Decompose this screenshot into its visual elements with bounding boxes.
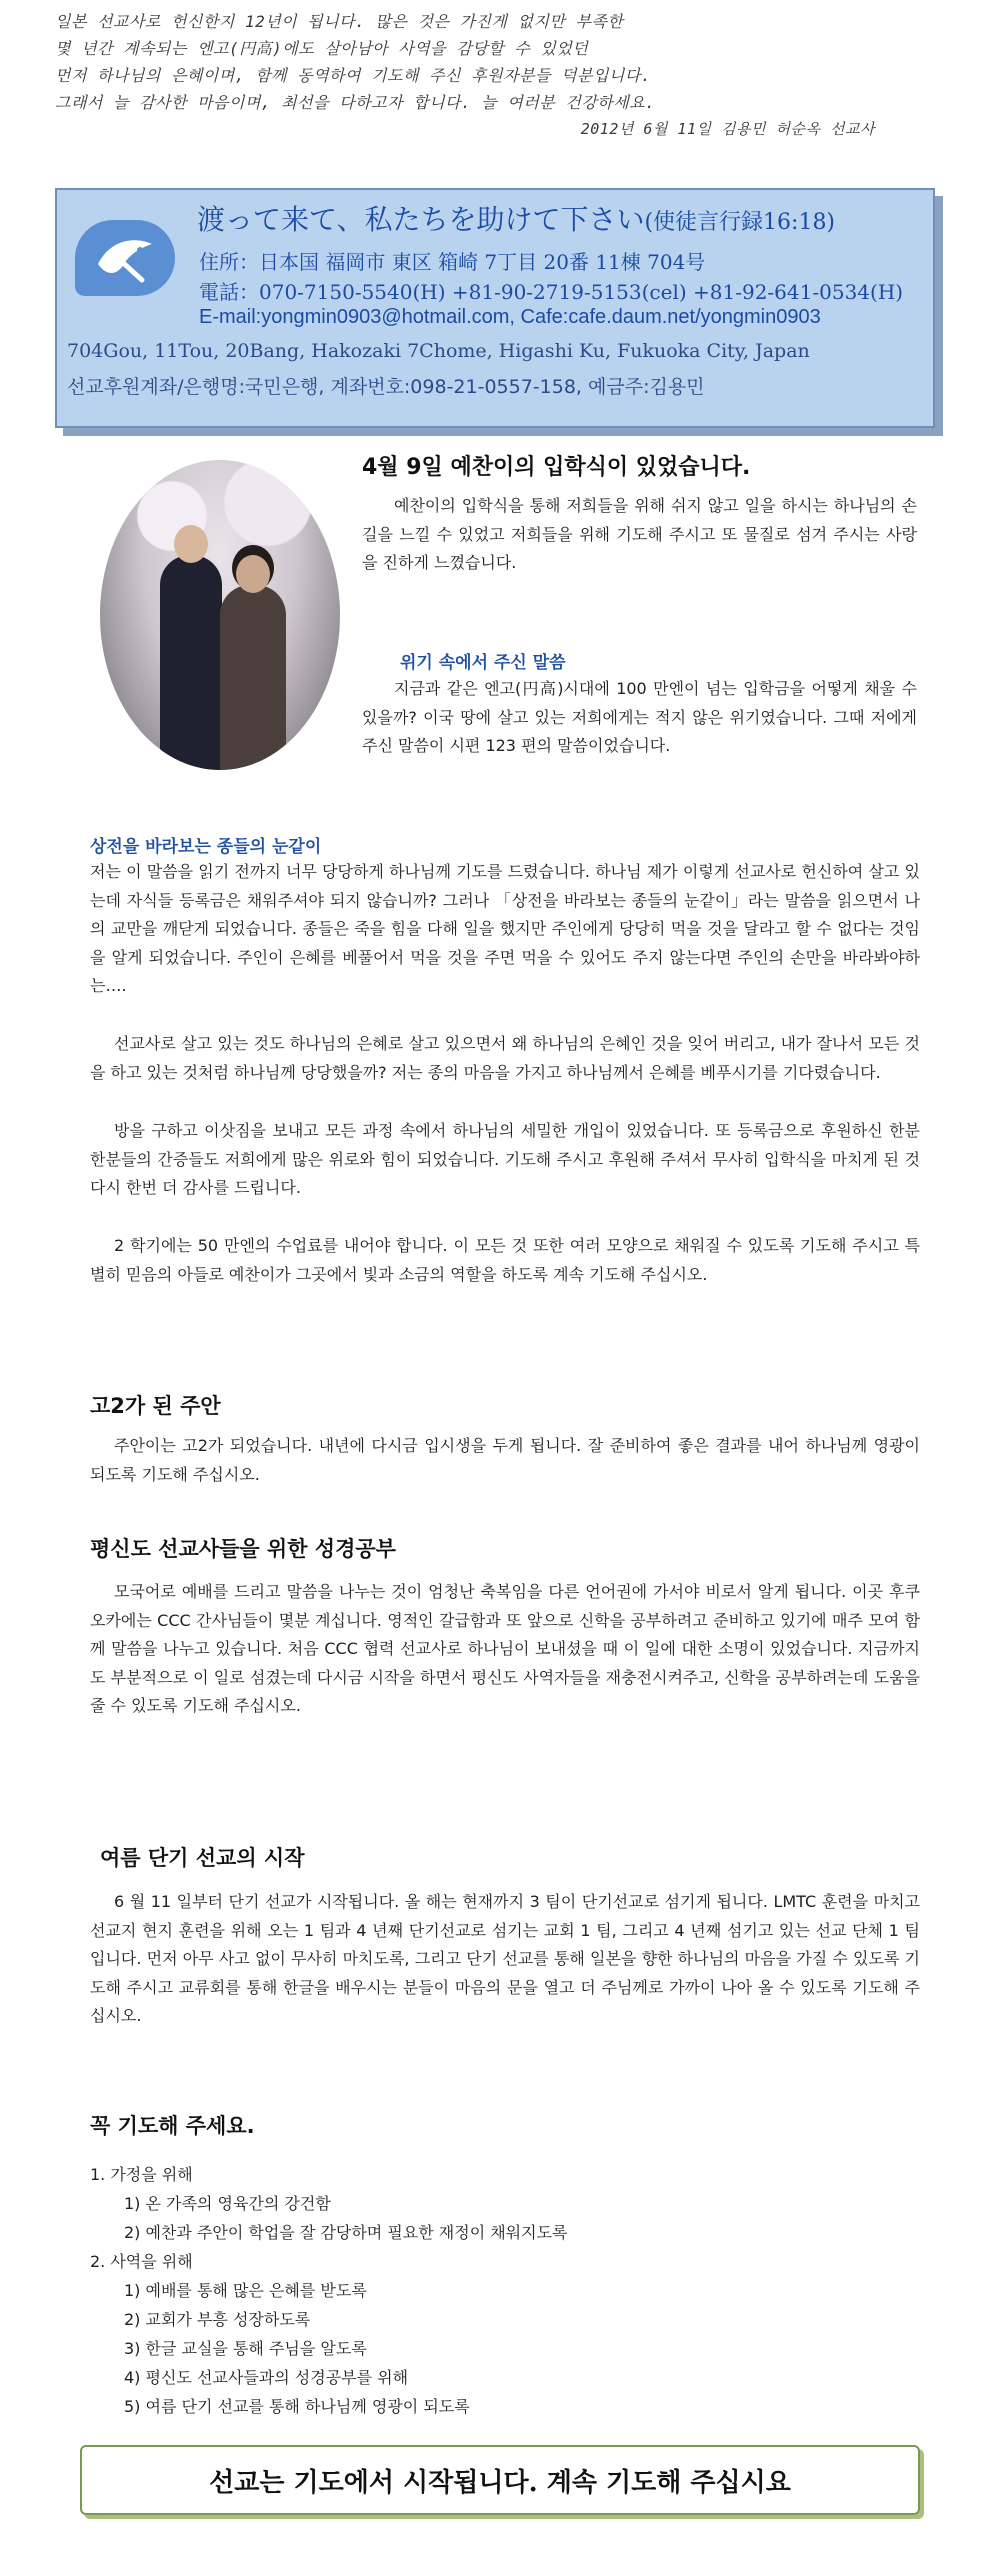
prayer-item: 4) 평신도 선교사들과의 성경공부를 위해 xyxy=(124,2368,409,2387)
handwritten-line: 몇 년간 계속되는 엔고(円高)에도 살아남아 사역을 감당할 수 있었던 xyxy=(55,39,589,58)
couple-photo xyxy=(100,460,340,770)
crisis-paragraph: 지금과 같은 엔고(円高)시대에 100 만엔이 넘는 입학금을 어떻게 채울 수 있을까? 이국 땅에 살고 있는 저희에게는 적지 않은 위기였습니다. 그때 저에게 주신 말씀이 시편 123 편의 말씀이었습니다. xyxy=(362,679,917,756)
handwritten-line: 일본 선교사로 헌신한지 12년이 됩니다. 많은 것은 가진게 없지만 부족한 xyxy=(55,12,624,31)
prayer-item: 2) 예찬과 주안이 학업을 잘 감당하며 필요한 재정이 채워지도록 xyxy=(124,2223,568,2242)
prayer-item: 1) 예배를 통해 많은 은혜를 받도록 xyxy=(124,2281,367,2300)
prayer-item: 2) 교회가 부흥 성장하도록 xyxy=(124,2310,311,2329)
header-address: 住所：日本国 福岡市 東区 箱崎 7丁目 20番 11棟 704号 xyxy=(199,250,706,274)
crisis-subtitle: 위기 속에서 주신 말씀 xyxy=(400,653,566,673)
header-title-text: 渡って来て、私たちを助けて下さい xyxy=(197,203,645,236)
entrance-paragraph: 예찬이의 입학식을 통해 저희들을 위해 쉬지 않고 일을 하시는 하나님의 손길을 느낄 수 있었고 저희들을 위해 기도해 주시고 또 물질로 섬겨 주시는 사랑을 진하게 느꼈습니다. xyxy=(362,496,917,573)
photo-woman xyxy=(220,585,286,770)
handwritten-signature: 2012년 6월 11일 김용민 허순옥 선교사 xyxy=(580,120,875,138)
short-term-paragraph: 6 월 11 일부터 단기 선교가 시작됩니다. 올 해는 현재까지 3 팀이 단기선교로 섬기게 됩니다. LMTC 훈련을 마치고 선교지 현지 훈련을 위해 오는 1 팀과 4 년째 단기선교로 섬기는 교회 1 팀, 그리고 4 년째 섬기고 있는 선교 단체 1 팀 입니다. 먼저 아무 사고 없이 무사히 마치도록, 그리고 단기 선교를 통해 일본을 향한 하나님의 마음을 가질 수 있도록 기도해 주시고 교류회를 통해 한글을 배우시는 분들이 마음의 문을 열고 더 주님께로 가까이 나아 올 수 있도록 기도해 주십시오. xyxy=(90,1892,920,2026)
servant-eyes-paragraph-3: 방을 구하고 이삿짐을 보내고 모든 과정 속에서 하나님의 세밀한 개입이 있었습니다. 또 등록금으로 후원하신 한분 한분들의 간증들도 저희에게 많은 위로와 힘이 되었습니다. 기도해 주시고 후원해 주셔서 무사히 입학식을 마치게 된 것 다시 한번 더 감사를 드립니다. xyxy=(90,1121,920,1198)
prayer-item: 1. 가정을 위해 xyxy=(90,2165,193,2184)
footer-banner xyxy=(80,2445,920,2515)
header-phone: 電話：070-7150-5540(H) +81-90-2719-5153(cel) +81-92-641-0534(H) xyxy=(199,280,904,304)
servant-eyes-paragraph-2: 선교사로 살고 있는 것도 하나님의 은혜로 살고 있으면서 왜 하나님의 은혜인 것을 잊어 버리고, 내가 잘나서 모든 것을 하고 있는 것처럼 하나님께 당당했을까? 저는 종의 마음을 가지고 하나님께서 은혜를 베푸시기를 기다렸습니다. xyxy=(90,1034,920,1082)
prayer-item: 1) 온 가족의 영육간의 강건함 xyxy=(124,2194,331,2213)
servant-eyes-paragraph: 저는 이 말씀을 읽기 전까지 너무 당당하게 하나님께 기도를 드렸습니다. 하나님 제가 이렇게 선교사로 헌신하여 살고 있는데 자식들 등록금은 채워주셔야 되지 않습니까? 그러나 「상전을 바라보는 종들의 눈같이」라는 말씀을 읽으면서 나의 교만을 깨닫게 되었습니다. 종들은 죽을 힘을 다해 일을 했지만 주인에게 당당히 먹을 것을 달라고 할 수 없다는 것임을 알게 되었습니다. 주인이 은혜를 베풀어서 먹을 것을 주면 먹을 수 있어도 주지 않는다면 주인의 손만을 바라봐야하는…. xyxy=(90,862,920,996)
bible-study-paragraph: 모국어로 예배를 드리고 말씀을 나누는 것이 엄청난 축복임을 다른 언어권에 가서야 비로서 알게 됩니다. 이곳 후쿠오카에는 CCC 간사님들이 몇분 계십니다. 영적인 갈급함과 또 앞으로 신학을 공부하려고 준비하고 있기에 매주 모여 함께 말씀을 나누고 있습니다. 처음 CCC 협력 선교사로 하나님이 보내셨을 때 이 일에 대한 소명이 있었습니다. 지금까지도 부분적으로 이 일로 섬겼는데 다시금 시작을 하면서 평신도 사역자들을 재충전시켜주고, 신학을 공부하려는데 도움을 줄 수 있도록 기도해 주십시오. xyxy=(90,1582,920,1716)
entrance-title: 4월 9일 예찬이의 입학식이 있었습니다. xyxy=(362,455,751,480)
short-term-title: 여름 단기 선교의 시작 xyxy=(100,1846,305,1870)
handwritten-line: 먼저 하나님의 은혜이며, 함께 동역하여 기도해 주신 후원자분들 덕분입니다. xyxy=(55,66,651,85)
servant-eyes-subtitle: 상전을 바라보는 종들의 눈같이 xyxy=(90,837,322,857)
photo-man xyxy=(160,555,222,770)
bible-study-title: 평신도 선교사들을 위한 성경공부 xyxy=(90,1537,396,1561)
juan-paragraph: 주안이는 고2가 되었습니다. 내년에 다시금 입시생을 두게 됩니다. 잘 준비하여 좋은 결과를 내어 하나님께 영광이 되도록 기도해 주십시오. xyxy=(90,1436,920,1484)
contact-header-box xyxy=(55,188,935,428)
dove-icon xyxy=(75,220,175,296)
prayer-list xyxy=(90,2160,910,2421)
footer-text: 선교는 기도에서 시작됩니다. 계속 기도해 주십시요 xyxy=(209,2467,791,2498)
header-title xyxy=(197,198,835,238)
prayer-item: 3) 한글 교실을 통해 주님을 알도록 xyxy=(124,2339,367,2358)
juan-title: 고2가 된 주안 xyxy=(90,1394,221,1418)
servant-eyes-paragraph-4: 2 학기에는 50 만엔의 수업료를 내어야 합니다. 이 모든 것 또한 여러 모양으로 채워질 수 있도록 기도해 주시고 특별히 믿음의 아들로 예찬이가 그곳에서 빛과 소금의 역할을 하도록 계속 기도해 주십시오. xyxy=(90,1236,920,1284)
prayer-item: 2. 사역을 위해 xyxy=(90,2252,193,2271)
header-english-address: 704Gou, 11Tou, 20Bang, Hakozaki 7Chome, Higashi Ku, Fukuoka City, Japan xyxy=(67,340,810,362)
handwritten-line: 그래서 늘 감사한 마음이며, 최선을 다하고자 합니다. 늘 여러분 건강하세요. xyxy=(55,93,656,112)
prayer-item: 5) 여름 단기 선교를 통해 하나님께 영광이 되도록 xyxy=(124,2397,470,2416)
header-email: E-mail:yongmin0903@hotmail.com, Cafe:cafe.daum.net/yongmin0903 xyxy=(199,306,821,328)
header-reference: (使徒言行録16:18) xyxy=(644,210,836,235)
handwritten-note xyxy=(55,8,935,143)
prayer-title: 꼭 기도해 주세요. xyxy=(90,2114,255,2138)
header-bank-account: 선교후원계좌/은행명:국민은행, 계좌번호:098-21-0557-158, 예금주:김용민 xyxy=(67,376,705,398)
